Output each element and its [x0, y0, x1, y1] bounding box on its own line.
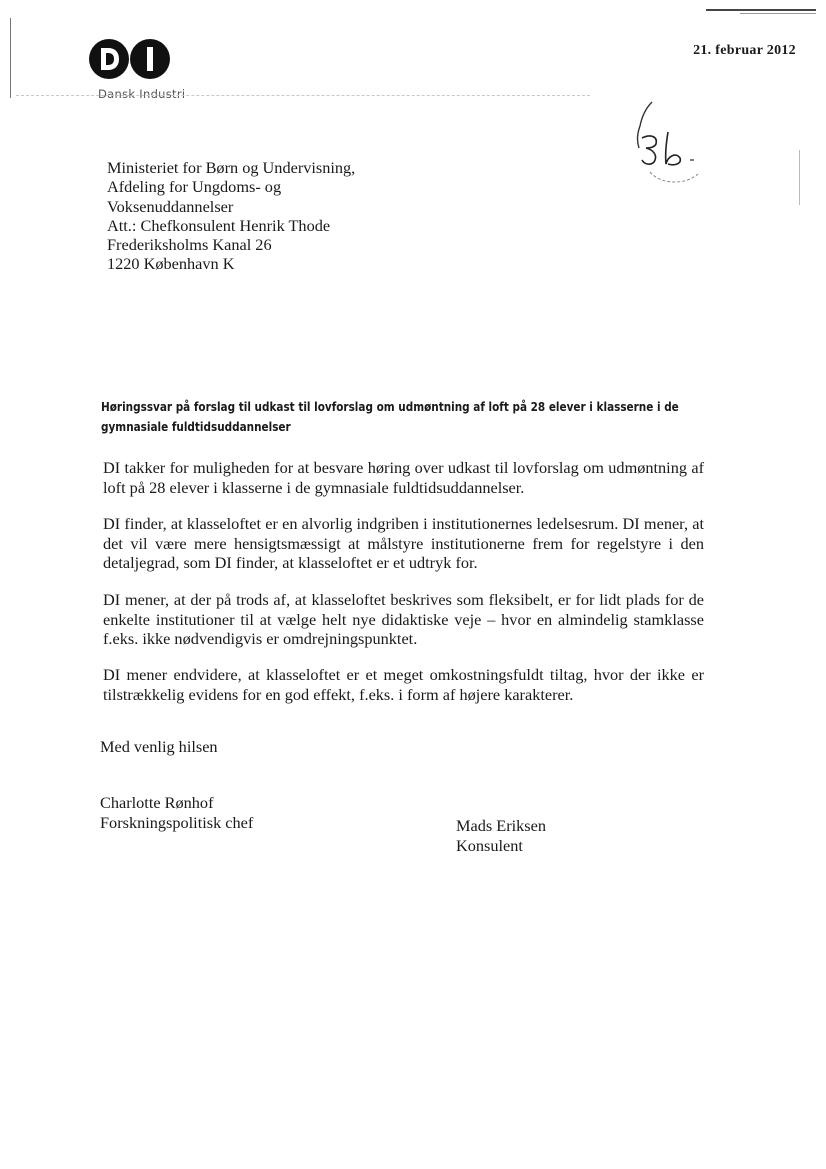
letter-subject: Høringssvar på forslag til udkast til lovforslag om udmøntning af loft på 28 elever i klasserne i de gymnasiale fuldtidsuddannelser [101, 399, 679, 434]
letter-date: 21. februar 2012 [693, 43, 796, 58]
signatory-name: Mads Eriksen [456, 816, 546, 835]
scan-edge-line [799, 150, 800, 205]
body-paragraph: DI mener, at der på trods af, at klasseloftet beskrives som fleksibelt, er for lidt plads for de enkelte institutioner til at vælge helt nye didaktiske veje – hvor en almindelig stamklasse f.eks. ikke nødvendigvis er omdrejningspunktet. [103, 590, 704, 648]
signatory-block [456, 816, 546, 856]
scan-edge-line [10, 18, 11, 98]
address-line: Voksenuddannelser [107, 196, 234, 216]
body-paragraph: DI takker for muligheden for at besvare høring over udkast til lovforslag om udmøntning af loft på 28 elever i klasserne i de gymnasiale fuldtidsuddannelser. [103, 458, 704, 497]
handwritten-annotation [628, 98, 718, 193]
address-line: 1220 København K [107, 254, 235, 274]
di-logo [88, 38, 172, 80]
body-paragraph: DI mener endvidere, at klasseloftet er et meget omkostningsfuldt tiltag, hvor der ikke er tilstrækkelig evidens for en god effekt, f.eks. i form af højere karakterer. [103, 665, 704, 704]
header-divider [16, 95, 590, 96]
signatory-title: Konsulent [456, 836, 523, 855]
body-paragraph: DI finder, at klasseloftet er en alvorlig indgriben i institutionernes ledelsesrum. DI mener, at det vil være mere hensigtsmæssigt at målstyre institutionerne frem for regelstyre i den detaljegrad, som DI finder, at klasseloftet er et udtryk for. [103, 514, 704, 572]
signatory-name: Charlotte Rønhof [100, 793, 214, 812]
address-line: Ministeriet for Børn og Undervisning, [107, 158, 356, 177]
scan-edge-line [740, 13, 816, 14]
recipient-address [107, 158, 507, 274]
scan-edge-line [706, 9, 816, 11]
address-line: Afdeling for Ungdoms- og [107, 177, 282, 197]
closing-salutation: Med venlig hilsen [100, 737, 218, 756]
signatory-block [100, 793, 253, 833]
logo-subtitle: Dansk Industri [98, 87, 186, 101]
address-line: Frederiksholms Kanal 26 [107, 235, 272, 255]
address-line: Att.: Chefkonsulent Henrik Thode [107, 215, 331, 235]
signatory-title: Forskningspolitisk chef [100, 813, 254, 832]
